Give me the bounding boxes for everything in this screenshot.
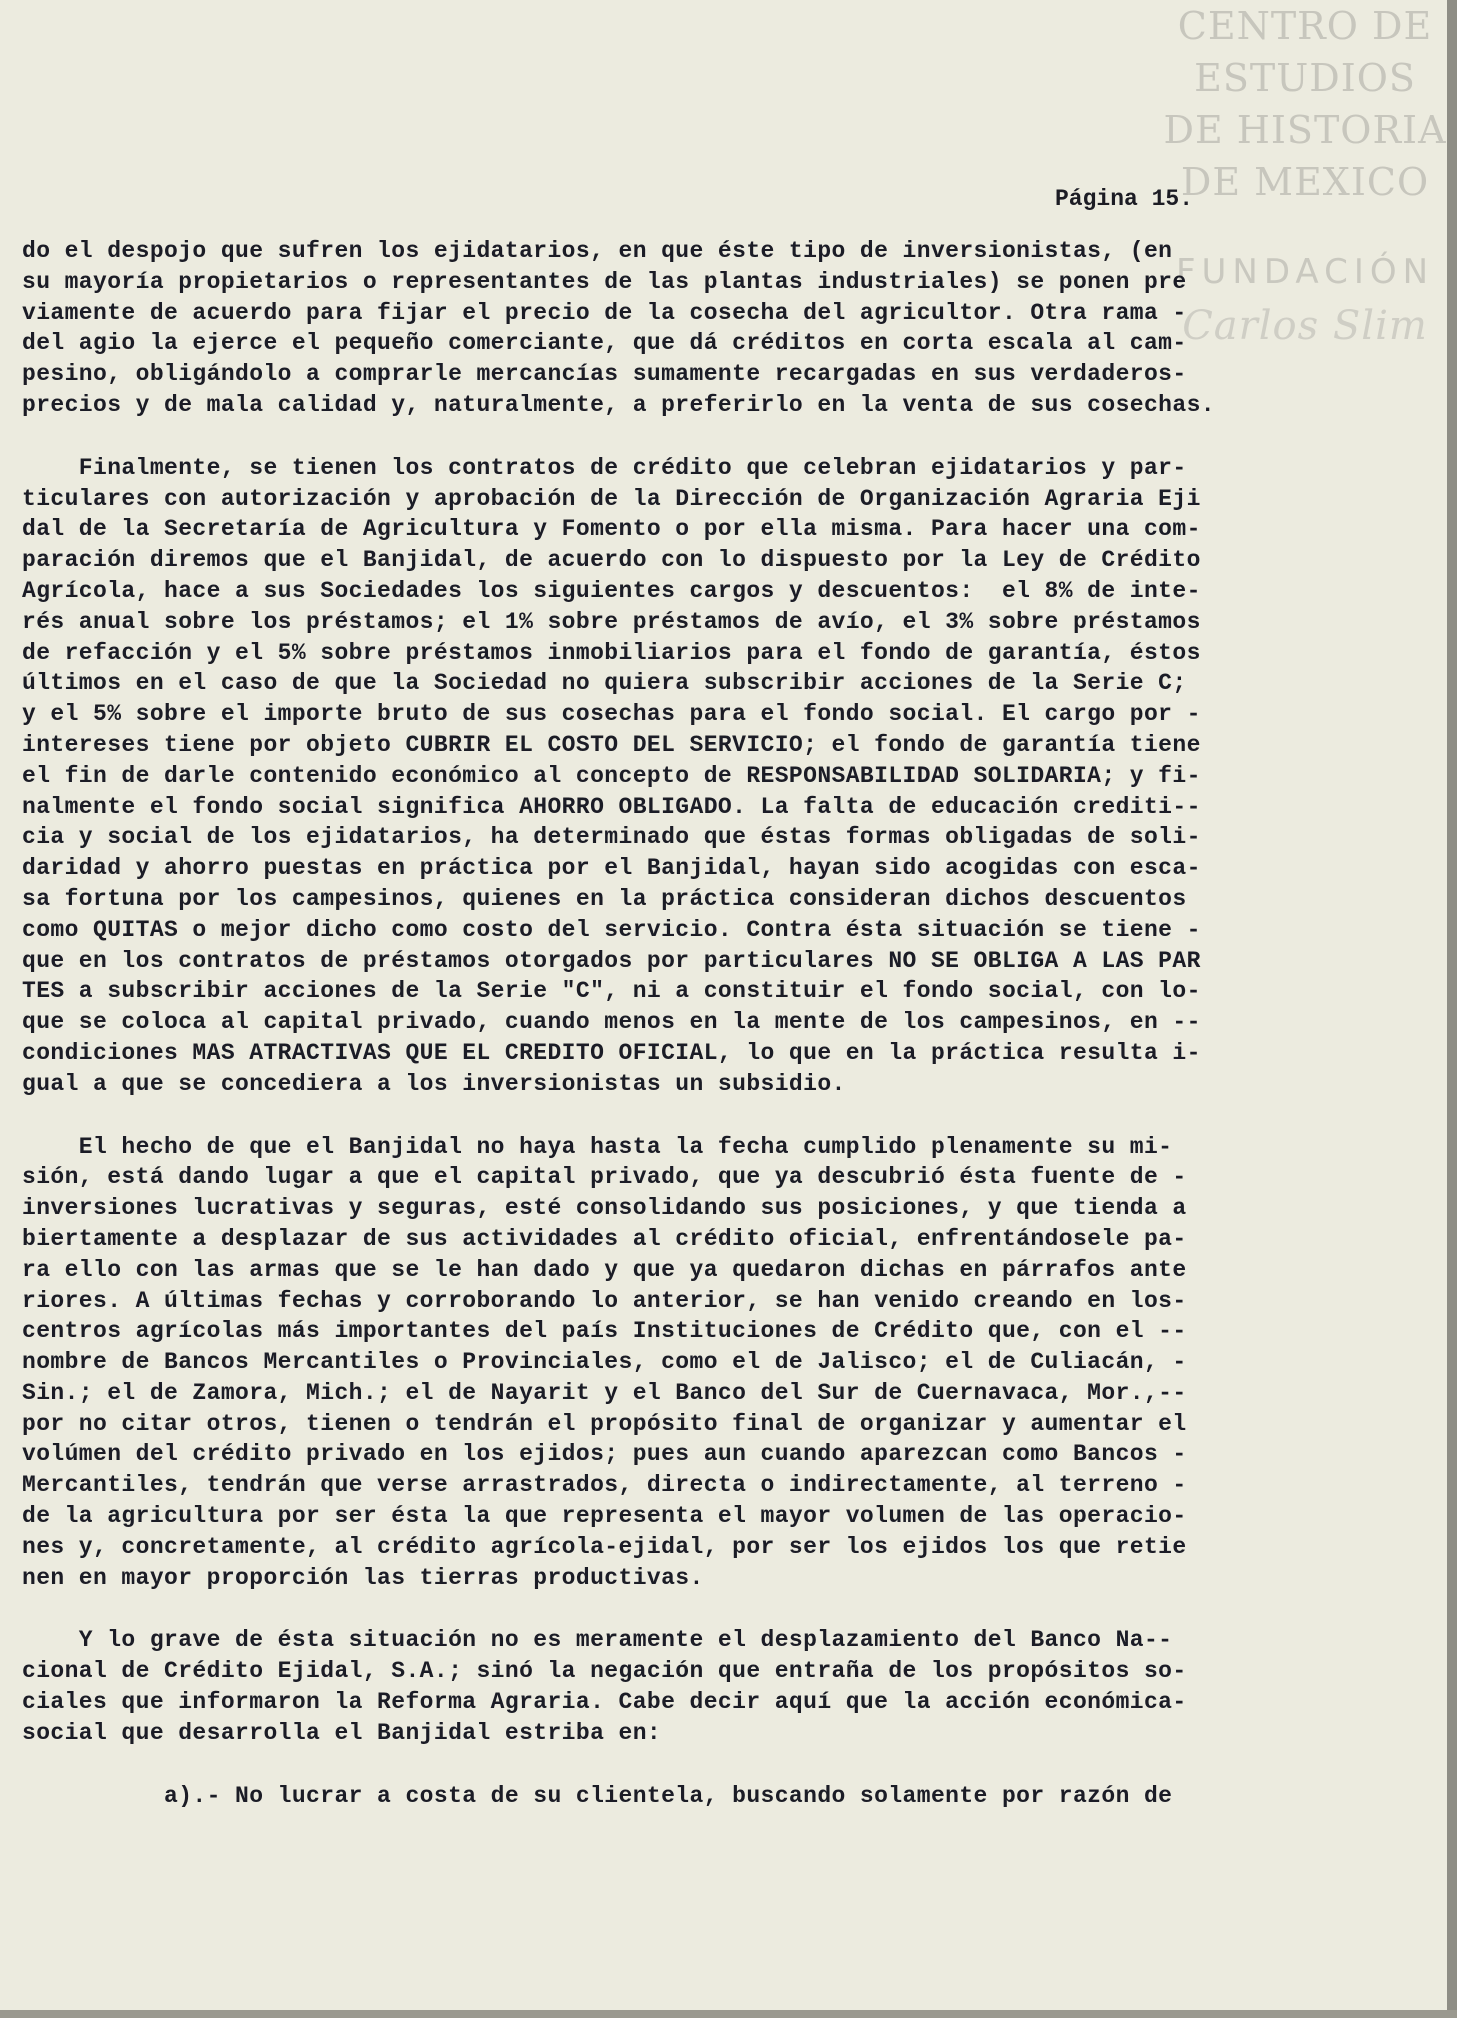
text-line: nes y, concretamente, al crédito agrícola-ejidal, por ser los ejidos los que retie [22, 1533, 1187, 1560]
text-line: como QUITAS o mejor dicho como costo del servicio. Contra ésta situación se tiene - [22, 916, 1201, 943]
page-edge-bottom [0, 2010, 1457, 2018]
text-line: ticulares con autorización y aprobación de la Dirección de Organización Agraria Eji [22, 485, 1201, 512]
text-line: pesino, obligándolo a comprarle mercancías sumamente recargadas en sus verdaderos- [22, 361, 1187, 388]
text-line: sión, está dando lugar a que el capital privado, que ya descubrió ésta fuente de - [22, 1164, 1187, 1191]
text-line: centros agrícolas más importantes del país Instituciones de Crédito que, con el -- [22, 1318, 1187, 1345]
document-body [22, 236, 1302, 1811]
text-line: condiciones MAS ATRACTIVAS QUE EL CREDITO OFICIAL, lo que en la práctica resulta i- [22, 1039, 1201, 1066]
text-line: precios y de mala calidad y, naturalmente, a preferirlo en la venta de sus cosechas. [22, 391, 1215, 418]
text-line: nen en mayor proporción las tierras productivas. [22, 1564, 704, 1591]
text-line: Y lo grave de ésta situación no es meramente el desplazamiento del Banco Na-- [22, 1627, 1173, 1654]
paragraph-2 [22, 453, 1302, 1100]
watermark-line: DE MEXICO [1180, 160, 1430, 204]
paragraph-1 [22, 236, 1302, 421]
text-line: gual a que se concediera a los inversionistas un subsidio. [22, 1070, 846, 1097]
text-line: el fin de darle contenido económico al concepto de RESPONSABILIDAD SOLIDARIA; y fi- [22, 762, 1201, 789]
text-line: Agrícola, hace a sus Sociedades los siguientes cargos y descuentos: el 8% de inte- [22, 577, 1201, 604]
text-line: viamente de acuerdo para fijar el precio de la cosecha del agricultor. Otra rama - [22, 299, 1187, 326]
text-line: de la agricultura por ser ésta la que representa el mayor volumen de las operacio- [22, 1503, 1187, 1530]
watermark-org: FUNDACIÓN [1175, 252, 1435, 292]
text-line: do el despojo que sufren los ejidatarios, en que éste tipo de inversionistas, (en [22, 238, 1173, 264]
text-line: últimos en el caso de que la Sociedad no quiera subscribir acciones de la Serie C; [22, 670, 1187, 697]
text-line: cia y social de los ejidatarios, ha determinado que éstas formas obligadas de soli- [22, 824, 1201, 851]
paragraph-3 [22, 1132, 1302, 1594]
text-line: ciales que informaron la Reforma Agraria. Cabe decir aquí que la acción económica- [22, 1689, 1187, 1716]
text-line: Sin.; el de Zamora, Mich.; el de Nayarit y el Banco del Sur de Cuernavaca, Mor.,-- [22, 1379, 1187, 1406]
watermark-line: ESTUDIOS [1194, 56, 1416, 100]
watermark-signature: Carlos Slim [1182, 303, 1428, 349]
watermark-line: CENTRO DE [1177, 4, 1433, 48]
text-line: que se coloca al capital privado, cuando menos en la mente de los campesinos, en -- [22, 1009, 1201, 1036]
text-line: social que desarrolla el Banjidal estriba en: [22, 1719, 662, 1746]
text-line: daridad y ahorro puestas en práctica por el Banjidal, hayan sido acogidas con esca- [22, 855, 1201, 882]
text-line: Finalmente, se tienen los contratos de crédito que celebran ejidatarios y par- [22, 454, 1187, 481]
text-line: TES a subscribir acciones de la Serie "C", ni a constituir el fondo social, con lo- [22, 978, 1201, 1005]
text-line: del agio la ejerce el pequeño comerciante, que dá créditos en corta escala al cam- [22, 330, 1187, 357]
text-line: rés anual sobre los préstamos; el 1% sobre préstamos de avío, el 3% sobre préstamos [22, 608, 1201, 635]
text-line: y el 5% sobre el importe bruto de sus cosechas para el fondo social. El cargo por - [22, 701, 1201, 728]
text-line: inversiones lucrativas y seguras, esté consolidando sus posiciones, y que tienda a [22, 1195, 1187, 1222]
text-line: biertamente a desplazar de sus actividades al crédito oficial, enfrentándosele pa- [22, 1225, 1187, 1252]
text-line: por no citar otros, tienen o tendrán el propósito final de organizar y aumentar el [22, 1410, 1187, 1437]
paragraph-4 [22, 1625, 1302, 1748]
text-line: cional de Crédito Ejidal, S.A.; sinó la negación que entraña de los propósitos so- [22, 1658, 1187, 1685]
text-line: ra ello con las armas que se le han dado y que ya quedaron dichas en párrafos ante [22, 1256, 1187, 1283]
list-item-a: a).- No lucrar a costa de su clientela, buscando solamente por razón de [22, 1782, 1173, 1809]
text-line: sa fortuna por los campesinos, quienes en la práctica consideran dichos descuentos [22, 885, 1187, 912]
text-line: nombre de Bancos Mercantiles o Provinciales, como el de Jalisco; el de Culiacán, - [22, 1349, 1187, 1376]
text-line: riores. A últimas fechas y corroborando lo anterior, se han venido creando en los- [22, 1287, 1187, 1314]
text-line: Mercantiles, tendrán que verse arrastrados, directa o indirectamente, al terreno - [22, 1472, 1187, 1499]
watermark-line: DE HISTORIA [1163, 108, 1447, 152]
text-line: su mayoría propietarios o representantes de las plantas industriales) se ponen pre [22, 268, 1187, 295]
text-line: intereses tiene por objeto CUBRIR EL COSTO DEL SERVICIO; el fondo de garantía tiene [22, 731, 1201, 758]
text-line: que en los contratos de préstamos otorgados por particulares NO SE OBLIGA A LAS PAR [22, 947, 1201, 974]
page-number: Página 15. [1055, 186, 1194, 212]
page-edge-right [1447, 0, 1457, 2018]
text-line: El hecho de que el Banjidal no haya hasta la fecha cumplido plenamente su mi- [22, 1133, 1173, 1160]
text-line: de refacción y el 5% sobre préstamos inmobiliarios para el fondo de garantía, éstos [22, 639, 1201, 666]
text-line: nalmente el fondo social significa AHORRO OBLIGADO. La falta de educación crediti-- [22, 793, 1201, 820]
text-line: volúmen del crédito privado en los ejidos; pues aun cuando aparezcan como Bancos - [22, 1441, 1187, 1468]
text-line: paración diremos que el Banjidal, de acuerdo con lo dispuesto por la Ley de Crédito [22, 547, 1201, 574]
text-line: dal de la Secretaría de Agricultura y Fomento o por ella misma. Para hacer una com- [22, 516, 1201, 543]
